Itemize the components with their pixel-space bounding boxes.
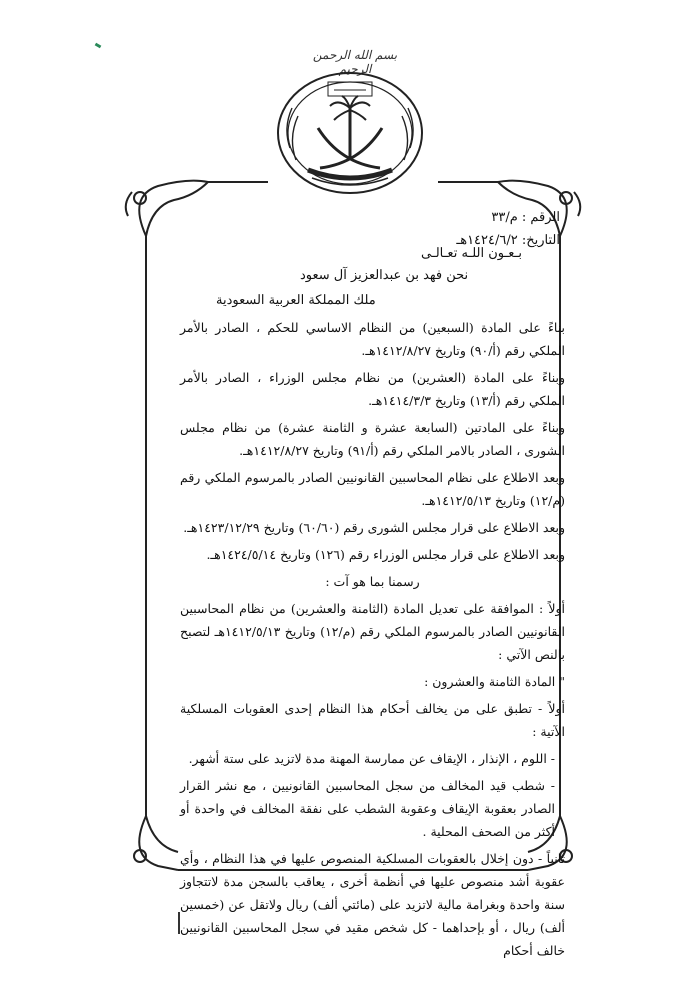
- decree-paragraph: وبعد الاطلاع على قرار مجلس الوزراء رقم (١٢٦) وتاريخ ١٤٢٤/٥/١٤هـ.: [206, 547, 565, 562]
- king-title: ملك المملكة العربية السعودية: [216, 293, 376, 308]
- document-date: التاريخ: ١٤٢٤/٦/٢هـ: [456, 233, 560, 248]
- decree-paragraph: وبناءً على المادتين (السابعة عشرة و الثامنة عشرة) من نظام مجلس الشورى ، الصادر بالامر الملكي رقم (أ/٩١) وتاريخ ١٤١٢/٨/٢٧هـ.: [180, 420, 565, 458]
- decree-paragraph: ثانياً - دون إخلال بالعقوبات المسلكية المنصوص عليها في هذا النظام ، وأي عقوبة أشد منصوص عليها في أنظمة أخرى ، يعاقب بالسجن مدة لاتتجاوز سنة واحدة وبغرامة مالية لاتزيد على (مائتي ألف) ريال ولاتقل عن (خمسين ألف) ريال ، أو بإحداهما - كل شخص مقيد في سجل المحاسبين القانونيين خالف أحكام: [180, 851, 565, 958]
- reference-number: الرقم : م/٣٣: [491, 210, 560, 225]
- decree-body: [180, 316, 565, 966]
- decree-paragraph: وبعد الاطلاع على قرار مجلس الشورى رقم (٦٠/٦٠) وتاريخ ١٤٢٣/١٢/٢٩هـ.: [183, 520, 565, 535]
- decree-paragraph: - شطب قيد المخالف من سجل المحاسبين القانونيين ، مع نشر القرار الصادر بعقوبة الإيقاف وعقوبة الشطب على نفقة المخالف في واحدة أو أكثر من الصحف المحلية .: [180, 778, 555, 839]
- decree-paragraph: أولاً - تطبق على من يخالف أحكام هذا النظام إحدى العقوبات المسلكية الآتية :: [180, 701, 565, 739]
- scan-mark: [95, 43, 102, 49]
- king-name: نحن فهد بن عبدالعزيز آل سعود: [300, 268, 469, 283]
- salutation: بـعـون اللـه تعـالـى: [421, 246, 522, 261]
- decree-paragraph: بناءً على المادة (السبعين) من النظام الاساسي للحكم ، الصادر بالأمر الملكي رقم (أ/٩٠) وتاريخ ١٤١٢/٨/٢٧هـ.: [180, 320, 565, 358]
- decree-paragraph: " المادة الثامنة والعشرون :: [424, 674, 565, 689]
- decree-paragraph: أولاً : الموافقة على تعديل المادة (الثامنة والعشرين) من نظام المحاسبين القانونيين الصادر بالمرسوم الملكي رقم (م/١٢) وتاريخ ١٤١٢/٥/١٣هـ لتصبح بالنص الآتي :: [180, 601, 566, 662]
- decree-paragraph: - اللوم ، الإنذار ، الإيقاف عن ممارسة المهنة مدة لاتزيد على ستة أشهر.: [188, 751, 555, 766]
- page-mark: [178, 912, 183, 934]
- decree-paragraph: وبناءً على المادة (العشرين) من نظام مجلس الوزراء ، الصادر بالأمر الملكي رقم (أ/١٣) وتاريخ ١٤١٤/٣/٣هـ.: [180, 370, 565, 408]
- basmala: بسم الله الرحمن الرحيم: [312, 48, 398, 76]
- decree-paragraph: وبعد الاطلاع على نظام المحاسبين القانونيين الصادر بالمرسوم الملكي رقم (م/١٢) وتاريخ ١٤١٢/٥/١٣هـ.: [180, 470, 565, 508]
- decree-paragraph: رسمنا بما هو آت :: [325, 574, 420, 589]
